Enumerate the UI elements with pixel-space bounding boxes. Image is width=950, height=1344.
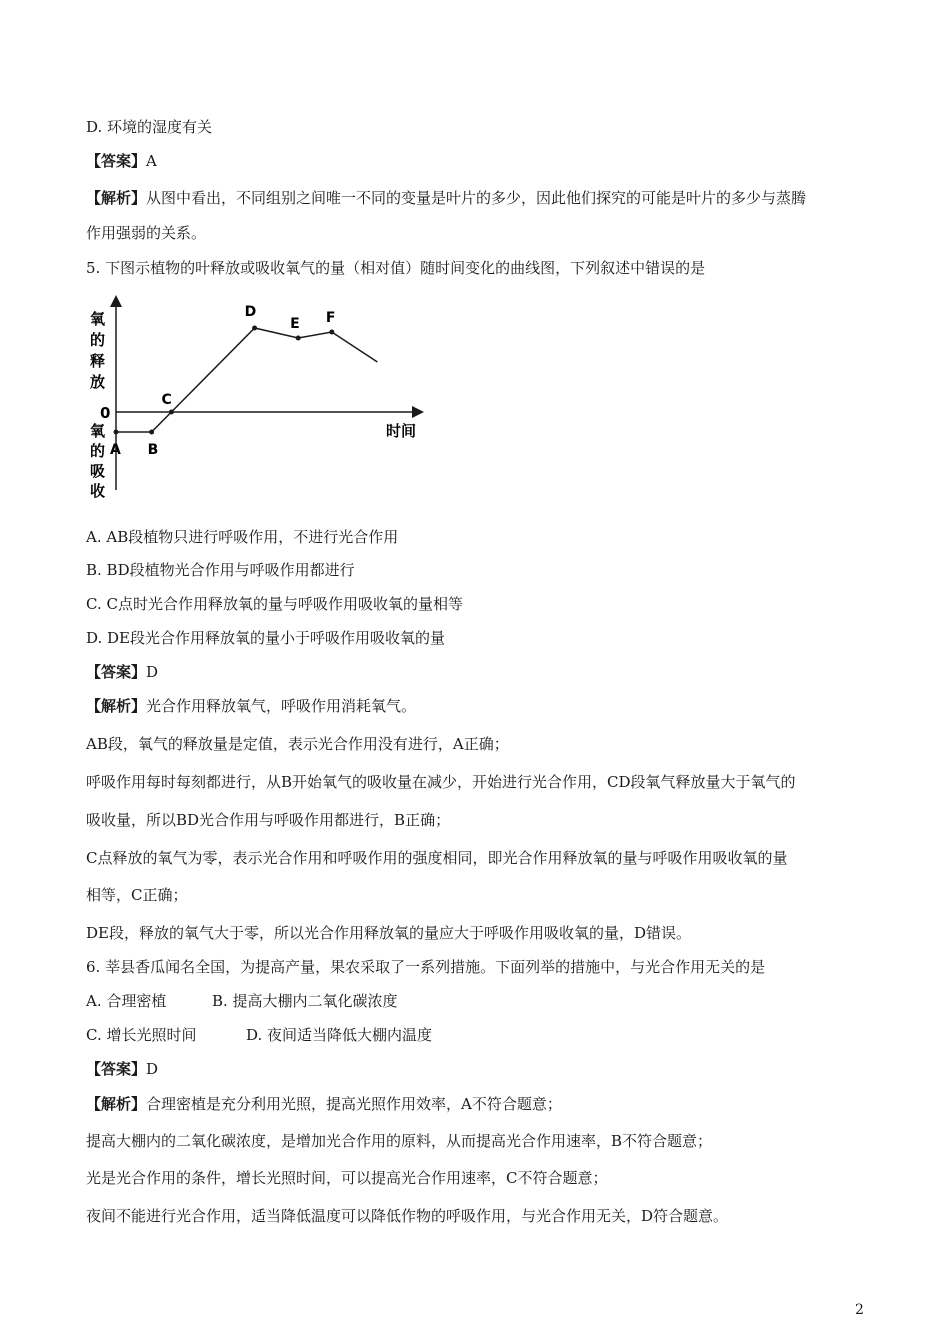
answer-tag: 【答案】 (86, 1060, 147, 1078)
q6-stem: 6. 莘县香瓜闻名全国，为提高产量，果农采取了一系列措施。下面列举的措施中，与光合作用无关的是 (86, 958, 766, 976)
point-c (169, 410, 174, 415)
point-f (329, 330, 334, 335)
q5-analysis-4b: 相等，C正确； (86, 886, 188, 904)
q6-options-ab (86, 990, 398, 1012)
q6-options-cd (86, 1024, 432, 1046)
point-label-b: B (147, 442, 159, 458)
y-top-char-1: 的 (90, 331, 106, 349)
q5-analysis-1 (86, 695, 416, 717)
y-bottom-char-2: 吸 (90, 462, 106, 480)
q6-analysis-2: 提高大棚内的二氧化碳浓度，是增加光合作用的原料，从而提高光合作用速率，B不符合题意； (86, 1132, 713, 1150)
oxygen-time-graph (86, 290, 446, 500)
analysis-tag: 【解析】 (86, 697, 147, 715)
prev-analysis-line-2: 作用强弱的关系。 (86, 224, 207, 242)
y-bottom-char-1: 的 (90, 442, 106, 460)
q5-analysis-5: DE段，释放的氧气大于零，所以光合作用释放氧的量应大于呼吸作用吸收氧的量，D错误。 (86, 924, 692, 942)
point-label-d: D (244, 304, 257, 320)
point-a (114, 430, 119, 435)
q6-option-b: B. 提高大棚内二氧化碳浓度 (212, 992, 398, 1010)
answer-value: A (146, 152, 157, 170)
q5-answer (86, 661, 158, 683)
x-axis-label: 时间 (386, 422, 417, 440)
q5-option-a: A. AB段植物只进行呼吸作用，不进行光合作用 (86, 528, 399, 546)
q6-option-d: D. 夜间适当降低大棚内温度 (246, 1026, 433, 1044)
zero-label: 0 (100, 404, 111, 422)
q5-analysis-4a: C点释放的氧气为零，表示光合作用和呼吸作用的强度相同，即光合作用释放氧的量与呼吸作用吸收氧的量 (86, 849, 788, 867)
q6-analysis-3: 光是光合作用的条件，增长光照时间，可以提高光合作用速率，C不符合题意； (86, 1169, 608, 1187)
analysis-text: 合理密植是充分利用光照，提高光照作用效率，A不符合题意； (146, 1095, 562, 1113)
point-label-c: C (161, 392, 172, 408)
analysis-text: 从图中看出，不同组别之间唯一不同的变量是叶片的多少，因此他们探究的可能是叶片的多少与蒸腾 (146, 189, 807, 207)
q6-option-c: C. 增长光照时间 (86, 1026, 197, 1044)
point-d (252, 326, 257, 331)
q5-analysis-2: AB段，氧气的释放量是定值，表示光合作用没有进行，A正确； (86, 735, 509, 753)
page-number: 2 (855, 1302, 864, 1318)
analysis-text: 光合作用释放氧气，呼吸作用消耗氧气。 (146, 697, 417, 715)
q5-option-c: C. C点时光合作用释放氧的量与呼吸作用吸收氧的量相等 (86, 595, 463, 613)
q5-option-b: B. BD段植物光合作用与呼吸作用都进行 (86, 561, 355, 579)
point-b (149, 430, 154, 435)
q5-option-d: D. DE段光合作用释放氧的量小于呼吸作用吸收氧的量 (86, 629, 446, 647)
prev-analysis-line-1 (86, 187, 806, 209)
q5-analysis-3a: 呼吸作用每时每刻都进行，从B开始氧气的吸收量在减少，开始进行光合作用，CD段氧气释放量大于氧气的 (86, 773, 796, 791)
prev-option-d: D. 环境的湿度有关 (86, 118, 213, 136)
q5-stem: 5. 下图示植物的叶释放或吸收氧气的量（相对值）随时间变化的曲线图，下列叙述中错误的是 (86, 259, 706, 277)
point-label-e: E (290, 316, 300, 332)
q5-analysis-3b: 吸收量，所以BD光合作用与呼吸作用都进行，B正确； (86, 811, 451, 829)
y-bottom-char-0: 氧 (90, 422, 106, 440)
y-top-char-2: 释 (90, 352, 106, 370)
q6-analysis-4: 夜间不能进行光合作用，适当降低温度可以降低作物的呼吸作用，与光合作用无关，D符合题意。 (86, 1207, 729, 1225)
point-label-f: F (325, 310, 336, 326)
point-label-a: A (110, 442, 121, 458)
y-bottom-char-3: 收 (90, 482, 106, 500)
y-top-char-0: 氧 (90, 310, 106, 328)
y-top-char-3: 放 (90, 373, 106, 391)
y-axis-bottom-label (90, 422, 106, 500)
analysis-tag: 【解析】 (86, 1095, 147, 1113)
curve-points (110, 304, 335, 458)
oxygen-curve (116, 328, 377, 432)
answer-tag: 【答案】 (86, 152, 147, 170)
answer-tag: 【答案】 (86, 663, 147, 681)
answer-value: D (146, 1060, 159, 1078)
q6-analysis-1 (86, 1093, 562, 1115)
point-e (296, 336, 301, 341)
prev-answer (86, 150, 157, 172)
q6-option-a: A. 合理密植 (86, 992, 167, 1010)
analysis-tag: 【解析】 (86, 189, 147, 207)
answer-value: D (146, 663, 159, 681)
y-axis-top-label (90, 310, 106, 391)
q6-answer (86, 1058, 158, 1080)
